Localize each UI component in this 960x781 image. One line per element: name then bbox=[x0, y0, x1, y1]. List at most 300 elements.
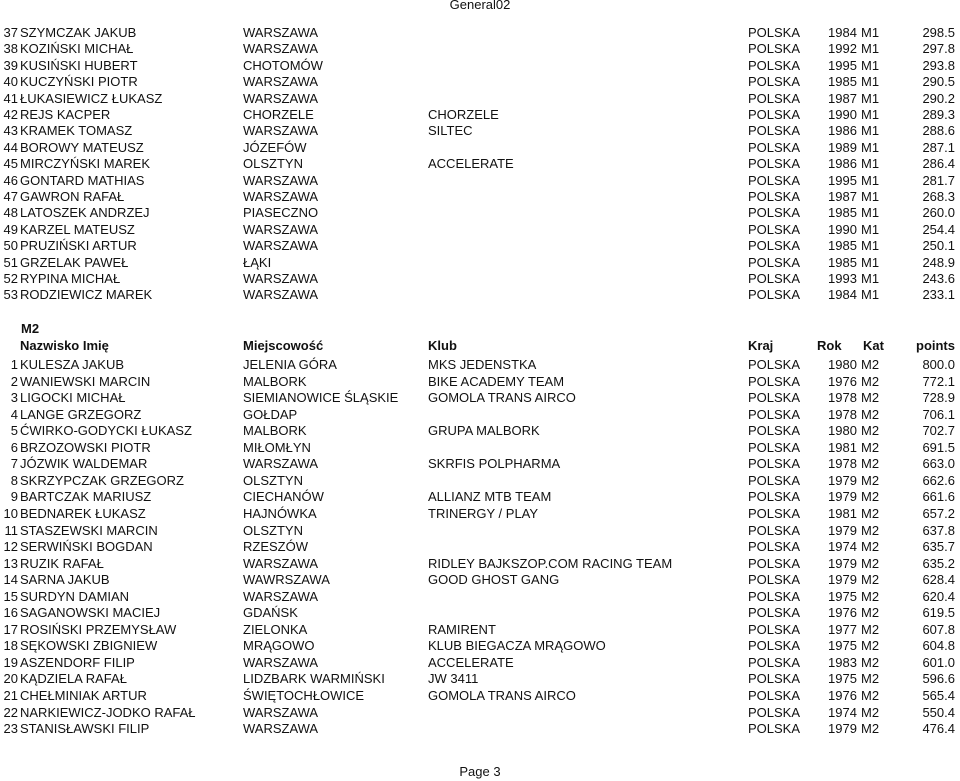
year-cell: 1992 bbox=[828, 41, 857, 57]
name-cell: LATOSZEK ANDRZEJ bbox=[20, 205, 150, 221]
table-row bbox=[0, 688, 960, 704]
rank-cell: 3 bbox=[10, 390, 18, 406]
rank-cell: 16 bbox=[3, 605, 18, 621]
table-row bbox=[0, 506, 960, 522]
year-cell: 1976 bbox=[828, 373, 857, 389]
table-row bbox=[0, 123, 960, 139]
year-cell: 1979 bbox=[828, 721, 857, 737]
country-cell: POLSKA bbox=[748, 704, 801, 720]
name-cell: ROSIŃSKI PRZEMYSŁAW bbox=[20, 621, 177, 637]
category-cell: M2 bbox=[861, 621, 880, 637]
table-row bbox=[0, 205, 960, 221]
points-cell: 288.6 bbox=[922, 123, 955, 139]
table-row bbox=[0, 25, 960, 41]
club-cell: TRINERGY / PLAY bbox=[428, 505, 539, 521]
name-cell: SZYMCZAK JAKUB bbox=[20, 25, 137, 40]
city-cell: GOŁDAP bbox=[243, 406, 298, 422]
category-cell: M2 bbox=[861, 688, 880, 703]
club-cell: RIDLEY BAJKSZOP.COM RACING TEAM bbox=[428, 555, 673, 571]
year-cell: 1995 bbox=[828, 172, 857, 188]
country-cell: POLSKA bbox=[748, 189, 801, 204]
table-row bbox=[0, 222, 960, 238]
name-cell: RODZIEWICZ MAREK bbox=[20, 287, 153, 303]
rank-cell: 40 bbox=[3, 74, 18, 90]
year-cell: 1976 bbox=[828, 688, 857, 703]
rank-cell: 51 bbox=[3, 254, 18, 270]
name-cell: KRAMEK TOMASZ bbox=[20, 123, 133, 139]
rank-cell: 19 bbox=[3, 654, 18, 670]
year-cell: 1975 bbox=[828, 671, 857, 687]
city-cell: WARSZAWA bbox=[243, 588, 319, 604]
points-cell: 663.0 bbox=[922, 456, 955, 472]
category-cell: M2 bbox=[861, 638, 880, 654]
year-cell: 1986 bbox=[828, 123, 857, 139]
club-cell: ACCELERATE bbox=[428, 156, 514, 172]
country-cell: POLSKA bbox=[748, 254, 801, 270]
city-cell: WARSZAWA bbox=[243, 287, 319, 303]
name-cell: KULESZA JAKUB bbox=[20, 357, 125, 372]
table-row bbox=[0, 140, 960, 156]
table-row bbox=[0, 622, 960, 638]
points-cell: 248.9 bbox=[922, 254, 955, 270]
name-cell: ASZENDORF FILIP bbox=[20, 654, 135, 670]
year-cell: 1974 bbox=[828, 704, 857, 720]
country-cell: POLSKA bbox=[748, 638, 801, 654]
points-cell: 657.2 bbox=[922, 505, 955, 521]
category-cell: M1 bbox=[861, 74, 880, 90]
country-cell: POLSKA bbox=[748, 373, 801, 389]
year-cell: 1977 bbox=[828, 621, 857, 637]
year-cell: 1987 bbox=[828, 90, 857, 106]
points-cell: 260.0 bbox=[922, 205, 955, 221]
year-cell: 1979 bbox=[828, 555, 857, 571]
city-cell: WARSZAWA bbox=[243, 74, 319, 90]
city-cell: WARSZAWA bbox=[243, 456, 319, 472]
year-cell: 1981 bbox=[828, 439, 857, 455]
category-cell: M2 bbox=[861, 588, 880, 604]
rank-cell: 41 bbox=[3, 90, 18, 106]
table-row bbox=[0, 539, 960, 555]
country-cell: POLSKA bbox=[748, 688, 801, 703]
rank-cell: 42 bbox=[3, 107, 18, 122]
category-cell: M2 bbox=[861, 555, 880, 571]
name-cell: SĘKOWSKI ZBIGNIEW bbox=[20, 638, 158, 654]
table-row bbox=[0, 671, 960, 687]
column-header-country: Kraj bbox=[748, 338, 774, 353]
points-cell: 661.6 bbox=[922, 489, 955, 505]
category-cell: M2 bbox=[861, 721, 880, 737]
points-cell: 290.2 bbox=[922, 90, 955, 106]
name-cell: WANIEWSKI MARCIN bbox=[20, 373, 151, 389]
points-cell: 268.3 bbox=[922, 189, 955, 204]
points-cell: 297.8 bbox=[922, 41, 955, 57]
points-cell: 728.9 bbox=[922, 390, 955, 406]
category-cell: M2 bbox=[861, 456, 880, 472]
category-cell: M2 bbox=[861, 505, 880, 521]
country-cell: POLSKA bbox=[748, 572, 801, 588]
city-cell: WARSZAWA bbox=[243, 90, 319, 106]
city-cell: MIŁOMŁYN bbox=[243, 439, 311, 455]
category-cell: M1 bbox=[861, 57, 880, 73]
city-cell: OLSZTYN bbox=[243, 156, 303, 172]
points-cell: 254.4 bbox=[922, 221, 955, 237]
category-cell: M2 bbox=[861, 390, 880, 406]
points-cell: 619.5 bbox=[922, 605, 955, 621]
year-cell: 1990 bbox=[828, 221, 857, 237]
rank-cell: 43 bbox=[3, 123, 18, 139]
name-cell: STASZEWSKI MARCIN bbox=[20, 522, 158, 538]
country-cell: POLSKA bbox=[748, 555, 801, 571]
year-cell: 1985 bbox=[828, 74, 857, 90]
name-cell: JÓZWIK WALDEMAR bbox=[20, 456, 148, 472]
name-cell: GONTARD MATHIAS bbox=[20, 172, 145, 188]
category-cell: M2 bbox=[861, 472, 880, 488]
city-cell: GDAŃSK bbox=[243, 605, 298, 621]
country-cell: POLSKA bbox=[748, 423, 801, 439]
table-row bbox=[0, 189, 960, 205]
rank-cell: 44 bbox=[3, 139, 18, 155]
table-row bbox=[0, 41, 960, 57]
year-cell: 1979 bbox=[828, 472, 857, 488]
table-row bbox=[0, 705, 960, 721]
rank-cell: 10 bbox=[3, 505, 18, 521]
category-cell: M2 bbox=[861, 671, 880, 687]
table-row bbox=[0, 107, 960, 123]
category-cell: M2 bbox=[861, 489, 880, 505]
name-cell: GAWRON RAFAŁ bbox=[20, 189, 125, 204]
country-cell: POLSKA bbox=[748, 605, 801, 621]
points-cell: 550.4 bbox=[922, 704, 955, 720]
column-header-name: Nazwisko Imię bbox=[20, 338, 109, 353]
city-cell: OLSZTYN bbox=[243, 522, 303, 538]
country-cell: POLSKA bbox=[748, 357, 801, 372]
column-header-club: Klub bbox=[428, 338, 457, 353]
name-cell: KOZIŃSKI MICHAŁ bbox=[20, 41, 134, 57]
rank-cell: 21 bbox=[3, 688, 18, 703]
city-cell: PIASECZNO bbox=[243, 205, 319, 221]
points-cell: 628.4 bbox=[922, 572, 955, 588]
rank-cell: 18 bbox=[3, 638, 18, 654]
country-cell: POLSKA bbox=[748, 456, 801, 472]
name-cell: NARKIEWICZ-JODKO RAFAŁ bbox=[20, 704, 196, 720]
rank-cell: 4 bbox=[10, 406, 18, 422]
category-cell: M1 bbox=[861, 90, 880, 106]
country-cell: POLSKA bbox=[748, 156, 801, 172]
name-cell: RUZIK RAFAŁ bbox=[20, 555, 104, 571]
club-cell: RAMIRENT bbox=[428, 621, 496, 637]
rank-cell: 13 bbox=[3, 555, 18, 571]
city-cell: WARSZAWA bbox=[243, 238, 319, 254]
club-cell: SKRFIS POLPHARMA bbox=[428, 456, 561, 472]
category-cell: M1 bbox=[861, 139, 880, 155]
points-cell: 691.5 bbox=[922, 439, 955, 455]
category-cell: M1 bbox=[861, 156, 880, 172]
club-cell: ACCELERATE bbox=[428, 654, 514, 670]
table-row bbox=[0, 74, 960, 90]
table-row bbox=[0, 255, 960, 271]
name-cell: KUSIŃSKI HUBERT bbox=[20, 57, 138, 73]
year-cell: 1985 bbox=[828, 254, 857, 270]
category-cell: M1 bbox=[861, 107, 880, 122]
year-cell: 1979 bbox=[828, 489, 857, 505]
club-cell: MKS JEDENSTKA bbox=[428, 357, 537, 372]
name-cell: BEDNAREK ŁUKASZ bbox=[20, 505, 146, 521]
country-cell: POLSKA bbox=[748, 522, 801, 538]
rank-cell: 7 bbox=[10, 456, 18, 472]
country-cell: POLSKA bbox=[748, 588, 801, 604]
points-cell: 620.4 bbox=[922, 588, 955, 604]
name-cell: ŁUKASIEWICZ ŁUKASZ bbox=[20, 90, 163, 106]
name-cell: GRZELAK PAWEŁ bbox=[20, 254, 129, 270]
year-cell: 1978 bbox=[828, 406, 857, 422]
table-row bbox=[0, 473, 960, 489]
name-cell: SARNA JAKUB bbox=[20, 572, 110, 588]
city-cell: WARSZAWA bbox=[243, 221, 319, 237]
name-cell: BRZOZOWSKI PIOTR bbox=[20, 439, 151, 455]
city-cell: WARSZAWA bbox=[243, 704, 319, 720]
city-cell: MALBORK bbox=[243, 423, 307, 439]
club-cell: GOMOLA TRANS AIRCO bbox=[428, 390, 576, 406]
rank-cell: 50 bbox=[3, 238, 18, 254]
rank-cell: 5 bbox=[10, 423, 18, 439]
category-cell: M1 bbox=[861, 41, 880, 57]
table-row bbox=[0, 605, 960, 621]
points-cell: 476.4 bbox=[922, 721, 955, 737]
year-cell: 1980 bbox=[828, 423, 857, 439]
rank-cell: 8 bbox=[10, 472, 18, 488]
country-cell: POLSKA bbox=[748, 721, 801, 737]
table-row bbox=[0, 456, 960, 472]
table-row bbox=[0, 572, 960, 588]
table-row bbox=[0, 721, 960, 737]
table-row bbox=[0, 423, 960, 439]
year-cell: 1990 bbox=[828, 107, 857, 122]
category-cell: M2 bbox=[861, 357, 880, 372]
rank-cell: 52 bbox=[3, 271, 18, 286]
city-cell: OLSZTYN bbox=[243, 472, 303, 488]
rank-cell: 9 bbox=[10, 489, 18, 505]
points-cell: 607.8 bbox=[922, 621, 955, 637]
points-cell: 596.6 bbox=[922, 671, 955, 687]
year-cell: 1975 bbox=[828, 588, 857, 604]
city-cell: ŁĄKI bbox=[243, 254, 272, 270]
category-cell: M2 bbox=[861, 572, 880, 588]
city-cell: ŚWIĘTOCHŁOWICE bbox=[243, 688, 365, 703]
country-cell: POLSKA bbox=[748, 172, 801, 188]
city-cell: CHOTOMÓW bbox=[243, 57, 323, 73]
city-cell: LIDZBARK WARMIŃSKI bbox=[243, 671, 385, 687]
name-cell: SKRZYPCZAK GRZEGORZ bbox=[20, 472, 184, 488]
points-cell: 635.7 bbox=[922, 539, 955, 555]
country-cell: POLSKA bbox=[748, 41, 801, 57]
points-cell: 287.1 bbox=[922, 139, 955, 155]
table-row bbox=[0, 390, 960, 406]
city-cell: MALBORK bbox=[243, 373, 307, 389]
table-row bbox=[0, 238, 960, 254]
rank-cell: 20 bbox=[3, 671, 18, 687]
club-cell: CHORZELE bbox=[428, 107, 499, 122]
table-row bbox=[0, 357, 960, 373]
table-row bbox=[0, 91, 960, 107]
rank-cell: 6 bbox=[10, 439, 18, 455]
table-row bbox=[0, 374, 960, 390]
points-cell: 293.8 bbox=[922, 57, 955, 73]
year-cell: 1981 bbox=[828, 505, 857, 521]
country-cell: POLSKA bbox=[748, 489, 801, 505]
rank-cell: 45 bbox=[3, 156, 18, 172]
category-cell: M2 bbox=[861, 522, 880, 538]
year-cell: 1984 bbox=[828, 287, 857, 303]
category-cell: M2 bbox=[861, 539, 880, 555]
points-cell: 772.1 bbox=[922, 373, 955, 389]
country-cell: POLSKA bbox=[748, 271, 801, 286]
category-cell: M2 bbox=[861, 406, 880, 422]
year-cell: 1976 bbox=[828, 605, 857, 621]
city-cell: WARSZAWA bbox=[243, 654, 319, 670]
name-cell: KUCZYŃSKI PIOTR bbox=[20, 74, 138, 90]
rank-cell: 22 bbox=[3, 704, 18, 720]
country-cell: POLSKA bbox=[748, 539, 801, 555]
category-cell: M1 bbox=[861, 123, 880, 139]
category-cell: M2 bbox=[861, 605, 880, 621]
rank-cell: 15 bbox=[3, 588, 18, 604]
name-cell: MIRCZYŃSKI MAREK bbox=[20, 156, 151, 172]
country-cell: POLSKA bbox=[748, 123, 801, 139]
country-cell: POLSKA bbox=[748, 472, 801, 488]
year-cell: 1978 bbox=[828, 390, 857, 406]
points-cell: 233.1 bbox=[922, 287, 955, 303]
rank-cell: 46 bbox=[3, 172, 18, 188]
points-cell: 635.2 bbox=[922, 555, 955, 571]
rank-cell: 38 bbox=[3, 41, 18, 57]
points-cell: 250.1 bbox=[922, 238, 955, 254]
country-cell: POLSKA bbox=[748, 505, 801, 521]
table-row bbox=[0, 655, 960, 671]
table-row bbox=[0, 156, 960, 172]
country-cell: POLSKA bbox=[748, 238, 801, 254]
rank-cell: 23 bbox=[3, 721, 18, 737]
city-cell: SIEMIANOWICE ŚLĄSKIE bbox=[243, 390, 399, 406]
column-header-points: points bbox=[916, 338, 955, 353]
year-cell: 1985 bbox=[828, 238, 857, 254]
club-cell: SILTEC bbox=[428, 123, 473, 139]
name-cell: SURDYN DAMIAN bbox=[20, 588, 130, 604]
club-cell: ALLIANZ MTB TEAM bbox=[428, 489, 552, 505]
page-number: Page 3 bbox=[459, 764, 501, 779]
category-cell: M2 bbox=[861, 704, 880, 720]
column-header-year: Rok bbox=[817, 338, 842, 353]
points-cell: 243.6 bbox=[922, 271, 955, 286]
city-cell: WARSZAWA bbox=[243, 555, 319, 571]
rank-cell: 12 bbox=[3, 539, 18, 555]
city-cell: HAJNÓWKA bbox=[243, 505, 317, 521]
country-cell: POLSKA bbox=[748, 74, 801, 90]
column-header-city: Miejscowość bbox=[243, 338, 324, 353]
points-cell: 637.8 bbox=[922, 522, 955, 538]
category-cell: M1 bbox=[861, 189, 880, 204]
points-cell: 800.0 bbox=[922, 357, 955, 372]
city-cell: ZIELONKA bbox=[243, 621, 308, 637]
category-cell: M1 bbox=[861, 205, 880, 221]
category-cell: M1 bbox=[861, 238, 880, 254]
category-cell: M2 bbox=[861, 654, 880, 670]
name-cell: KĄDZIELA RAFAŁ bbox=[20, 671, 127, 687]
year-cell: 1983 bbox=[828, 654, 857, 670]
city-cell: WARSZAWA bbox=[243, 41, 319, 57]
city-cell: WARSZAWA bbox=[243, 189, 319, 204]
name-cell: ĆWIRKO-GODYCKI ŁUKASZ bbox=[20, 423, 192, 439]
points-cell: 662.6 bbox=[922, 472, 955, 488]
name-cell: REJS KACPER bbox=[20, 107, 111, 122]
points-cell: 604.8 bbox=[922, 638, 955, 654]
rank-cell: 11 bbox=[4, 522, 18, 538]
city-cell: WARSZAWA bbox=[243, 721, 319, 737]
table-row bbox=[0, 287, 960, 303]
category-cell: M1 bbox=[861, 254, 880, 270]
name-cell: SAGANOWSKI MACIEJ bbox=[20, 605, 161, 621]
name-cell: LANGE GRZEGORZ bbox=[20, 406, 142, 422]
year-cell: 1993 bbox=[828, 271, 857, 286]
points-cell: 289.3 bbox=[922, 107, 955, 122]
country-cell: POLSKA bbox=[748, 671, 801, 687]
name-cell: SERWIŃSKI BOGDAN bbox=[20, 539, 153, 555]
city-cell: CHORZELE bbox=[243, 107, 314, 122]
rank-cell: 37 bbox=[3, 25, 18, 40]
document-title: General02 bbox=[449, 0, 511, 12]
category-cell: M1 bbox=[861, 221, 880, 237]
year-cell: 1980 bbox=[828, 357, 857, 372]
country-cell: POLSKA bbox=[748, 57, 801, 73]
category-cell: M1 bbox=[861, 172, 880, 188]
year-cell: 1985 bbox=[828, 205, 857, 221]
city-cell: WAWRSZAWA bbox=[243, 572, 330, 588]
points-cell: 281.7 bbox=[922, 172, 955, 188]
country-cell: POLSKA bbox=[748, 654, 801, 670]
rank-cell: 17 bbox=[3, 621, 18, 637]
club-cell: GRUPA MALBORK bbox=[428, 423, 540, 439]
rank-cell: 53 bbox=[3, 287, 18, 303]
points-cell: 601.0 bbox=[922, 654, 955, 670]
club-cell: JW 3411 bbox=[428, 671, 479, 687]
country-cell: POLSKA bbox=[748, 287, 801, 303]
country-cell: POLSKA bbox=[748, 221, 801, 237]
table-row bbox=[0, 58, 960, 74]
points-cell: 706.1 bbox=[922, 406, 955, 422]
country-cell: POLSKA bbox=[748, 90, 801, 106]
year-cell: 1974 bbox=[828, 539, 857, 555]
table-row bbox=[0, 407, 960, 423]
country-cell: POLSKA bbox=[748, 139, 801, 155]
city-cell: MRĄGOWO bbox=[243, 638, 315, 654]
city-cell: JÓZEFÓW bbox=[243, 139, 307, 155]
year-cell: 1975 bbox=[828, 638, 857, 654]
table-row bbox=[0, 173, 960, 189]
country-cell: POLSKA bbox=[748, 439, 801, 455]
country-cell: POLSKA bbox=[748, 25, 801, 40]
country-cell: POLSKA bbox=[748, 390, 801, 406]
city-cell: WARSZAWA bbox=[243, 172, 319, 188]
year-cell: 1995 bbox=[828, 57, 857, 73]
name-cell: BOROWY MATEUSZ bbox=[20, 139, 144, 155]
rank-cell: 48 bbox=[3, 205, 18, 221]
name-cell: STANISŁAWSKI FILIP bbox=[20, 721, 150, 737]
club-cell: GOMOLA TRANS AIRCO bbox=[428, 688, 576, 703]
table-row bbox=[0, 589, 960, 605]
name-cell: BARTCZAK MARIUSZ bbox=[20, 489, 152, 505]
rank-cell: 39 bbox=[3, 57, 18, 73]
points-cell: 290.5 bbox=[922, 74, 955, 90]
club-cell: BIKE ACADEMY TEAM bbox=[428, 373, 565, 389]
